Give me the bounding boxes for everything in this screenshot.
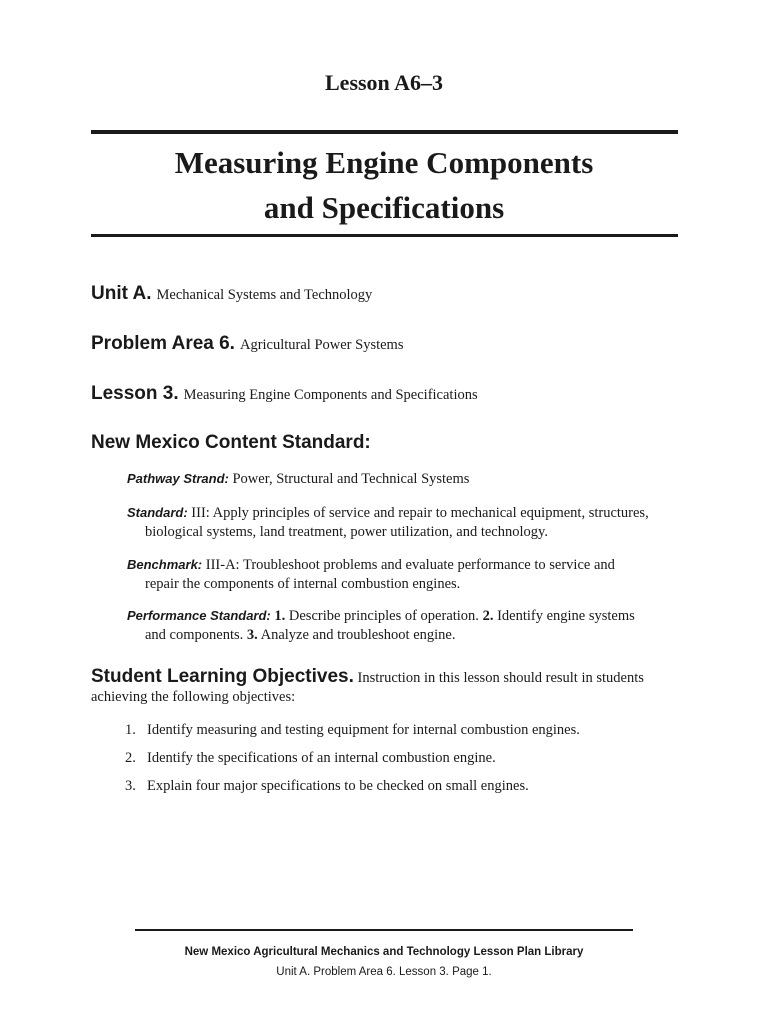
objective-number: 3. [125, 778, 136, 794]
objectives-intro-line-2: achieving the following objectives: [91, 689, 296, 705]
standard-text-line-1: Apply principles of service and repair to mechanical equipment, structures, [212, 505, 649, 521]
unit-value: Mechanical Systems and Technology [156, 287, 373, 303]
performance-text-3: Analyze and troubleshoot engine. [260, 627, 456, 643]
performance-text-2: Identify engine systems [497, 608, 635, 624]
performance-number-2: 2. [482, 608, 494, 624]
lesson-row [91, 383, 478, 405]
performance-text-2-cont: and components. [145, 627, 244, 643]
lesson-number: Lesson A6–3 [325, 70, 443, 95]
objective-text: Identify the specifications of an internal combustion engine. [147, 750, 496, 766]
page-title-line-2: and Specifications [263, 190, 505, 225]
performance-line-2 [127, 626, 678, 645]
benchmark-code: III-A: [205, 557, 240, 573]
page-title-line-1: Measuring Engine Components [174, 145, 594, 180]
objective-number: 2. [125, 750, 136, 766]
performance-standard-block [127, 606, 678, 645]
unit-label: Unit A. [91, 283, 152, 304]
performance-number-3: 3. [246, 627, 258, 643]
lesson-label: Lesson 3. [91, 383, 179, 404]
objective-item [125, 722, 580, 739]
benchmark-block [127, 555, 678, 594]
footer-rule [135, 929, 633, 931]
standard-text-line-2: biological systems, land treatment, power utilization, and technology. [145, 524, 548, 540]
objectives-paragraph [91, 667, 678, 707]
objectives-heading: Student Learning Objectives. [91, 666, 354, 687]
benchmark-label: Benchmark: [127, 557, 203, 572]
standard-code: III: [191, 505, 210, 521]
objective-number: 1. [125, 722, 136, 738]
benchmark-text-line-2: repair the components of internal combustion engines. [145, 576, 461, 592]
objective-item [125, 750, 496, 767]
benchmark-text-line-1: Troubleshoot problems and evaluate performance to service and [242, 557, 615, 573]
standard-block [127, 503, 678, 542]
title-top-rule [91, 130, 678, 134]
content-standard-heading: New Mexico Content Standard: [91, 432, 371, 453]
unit-row [91, 283, 372, 305]
objectives-intro-line-1: Instruction in this lesson should result in students [357, 670, 644, 686]
performance-text-1: Describe principles of operation. [288, 608, 479, 624]
pathway-strand-label: Pathway Strand: [127, 471, 229, 486]
objective-item [125, 778, 529, 795]
pathway-strand-value: Power, Structural and Technical Systems [232, 471, 470, 487]
objective-text: Explain four major specifications to be checked on small engines. [147, 778, 529, 794]
objective-text: Identify measuring and testing equipment for internal combustion engines. [147, 722, 580, 738]
problem-area-label: Problem Area 6. [91, 333, 235, 354]
standard-label: Standard: [127, 505, 188, 520]
lesson-value: Measuring Engine Components and Specifications [183, 387, 478, 403]
performance-number-1: 1. [274, 608, 286, 624]
pathway-strand [127, 469, 678, 489]
footer-library-title: New Mexico Agricultural Mechanics and Technology Lesson Plan Library [184, 946, 584, 958]
footer-page-reference: Unit A. Problem Area 6. Lesson 3. Page 1. [276, 966, 492, 978]
title-bottom-rule [91, 234, 678, 237]
problem-area-value: Agricultural Power Systems [239, 337, 404, 353]
problem-area-row [91, 333, 403, 355]
performance-standard-label: Performance Standard: [127, 608, 271, 623]
